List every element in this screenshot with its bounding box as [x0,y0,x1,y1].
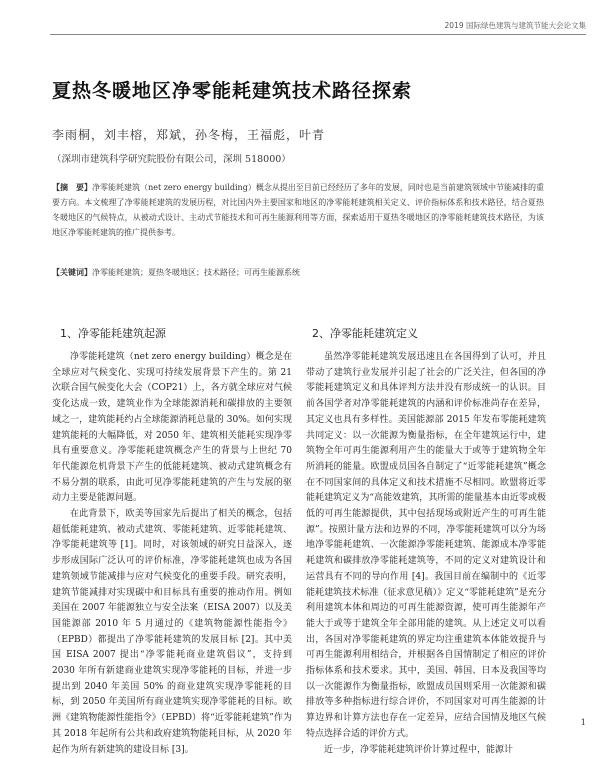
abstract-block [52,180,544,240]
body-paragraph: 近一步，净零能耗建筑评价计算过程中，能源计 [324,744,514,755]
keywords-text: 净零能耗建筑；夏热冬暖地区；技术路径；可再生能源系统 [92,268,300,277]
keywords-block [52,266,544,280]
keywords-label: 【关键词】 [52,268,92,277]
paper-title: 夏热冬暖地区净零能耗建筑技术路径探索 [52,80,413,102]
header-rule [50,34,586,35]
page-number: 1 [580,718,586,728]
right-column [306,350,546,758]
left-column [52,350,292,758]
body-paragraph: 在此背景下，欧美等国家先后提出了相关的概念，包括超低能耗建筑、被动式建筑、零能耗建筑、近零能耗建筑、净零能耗建筑等 [1]。同时，对该领域的研究日益深入，逐步形成国际广泛认可的评价标准，净零能耗建筑也成为各国建筑领域节能减排与应对气候变化的重要手段。研究表明，建筑节能减排对实现碳中和目标具有重要的推动作用。例如美国在 2007 年能源独立与安全法案（EISA 2007）以及美国能源部 2010 年 5 月通过的《建筑物能源性能指令》（EPBD）都提出了净零能耗建筑的发展目标 [2]。其中美国 EISA 2007 提出“净零能耗商业建筑倡议”，支持到 2030 年所有新建商业建筑实现净零能耗的目标，并进一步提出到 2040 年美国 50% 的商业建筑实现净零能耗的目标，到 2050 年美国所有商业建筑实现净零能耗的目标。欧洲《建筑物能源性能指令》（EPBD）将“近零能耗建筑”作为其 2018 年起所有公共和政府建筑物能耗目标，从 2020 年起作为所有新建筑的建设目标 [3]。 [52,509,292,755]
author-list: 李雨桐，刘丰榕，郑斌，孙冬梅，王福彪，叶青 [52,128,326,142]
body-paragraph: 虽然净零能耗建筑发展迅速且在各国得到了认可，并且带动了建筑行业发展并引起了社会的广泛关注，但各国的净零能耗建筑定义和具体评判方法并没有形成统一的认识。目前各国学者对净零能耗建筑的内涵和评价标准尚存在差异，其定义也具有多样性。美国能源部 2015 年发布零能耗建筑共同定义：以一次能源为衡量指标，在全年建筑运行中，建筑物全年可再生能源利用产生的能量大于或等于建筑物全年所消耗的能量。欧盟成员国各自制定了“近零能耗建筑”概念在不同国家间的具体定义和技术措施不尽相同。欧盟将近零能耗建筑定义为“高能效建筑，其所需的能量基本由近零或极低的可再生能源提供，其中包括现场或附近产生的可再生能源”。按照计量方法和边界的不同，净零能耗建筑可以分为场地净零能耗建筑、一次能源净零能耗建筑、能源成本净零能耗建筑和碳排放净零能耗建筑等，不同的定义对建筑设计和运营具有不同的导向作用 [4]。我国目前在编制中的《近零能耗建筑技术标准（征求意见稿）》定义“零能耗建筑”是充分利用建筑本体和周边的可再生能源资源，使可再生能源年产能大于或等于建筑全年全部用能的建筑。从上述定义可以看出，各国对净零能耗建筑的界定均注重建筑本体能效提升与可再生能源利用相结合，并根据各自国情制定了相应的评价指标体系和技术要求。其中，美国、韩国、日本及我国等均以一次能源作为衡量指标，欧盟成员国则采用一次能源和碳排放等多种指标进行综合评价，不同国家对可再生能源的计算边界和计算方法也存在一定差异，应结合国情及地区气候特点选择合适的评价方式。 [306,352,546,739]
affiliation: （深圳市建筑科学研究院股份有限公司，深圳 518000） [52,154,291,165]
section-heading-origin: 1、净零能耗建筑起源 [60,327,166,340]
section-heading-definition: 2、净零能耗建筑定义 [312,327,418,340]
abstract-label: 【摘 要】 [52,183,93,192]
running-head: 2019 国际绿色建筑与建筑节能大会论文集 [444,21,586,30]
body-paragraph: 净零能耗建筑（net zero energy building）概念是在全球应对气候变化、实现可持续发展背景下产生的。第 21 次联合国气候变化大会（COP21）上，各方就全球应对气候变化达成一致，建筑业作为全球能源消耗和碳排放的主要领域之一，建筑能耗约占全球能源消耗总量的 30%。如何实现建筑能耗的大幅降低，对 2050 年、建筑相关能耗实现净零具有重要意义。净零能耗建筑概念产生的背景与上世纪 70 年代能源危机背景下产生的低能耗建筑、被动式建筑概念有不易分割的联系，由此可见净零能耗建筑的产生与发展的驱动力主要是能源问题。 [52,352,292,504]
abstract-text: 净零能耗建筑（net zero energy building）概念从提出至目前已经经历了多年的发展，同时也是当前建筑领域中节能减排的重要方向。本文梳理了净零能耗建筑的发展历程，对比国内外主要国家和地区的净零能耗建筑相关定义、评价指标体系和技术路径，结合夏热冬暖地区的气候特点，从被动式设计、主动式节能技术和可再生能源利用等方面，探索适用于夏热冬暖地区的净零能耗建筑技术路径，为该地区净零能耗建筑的推广提供参考。 [52,183,545,237]
